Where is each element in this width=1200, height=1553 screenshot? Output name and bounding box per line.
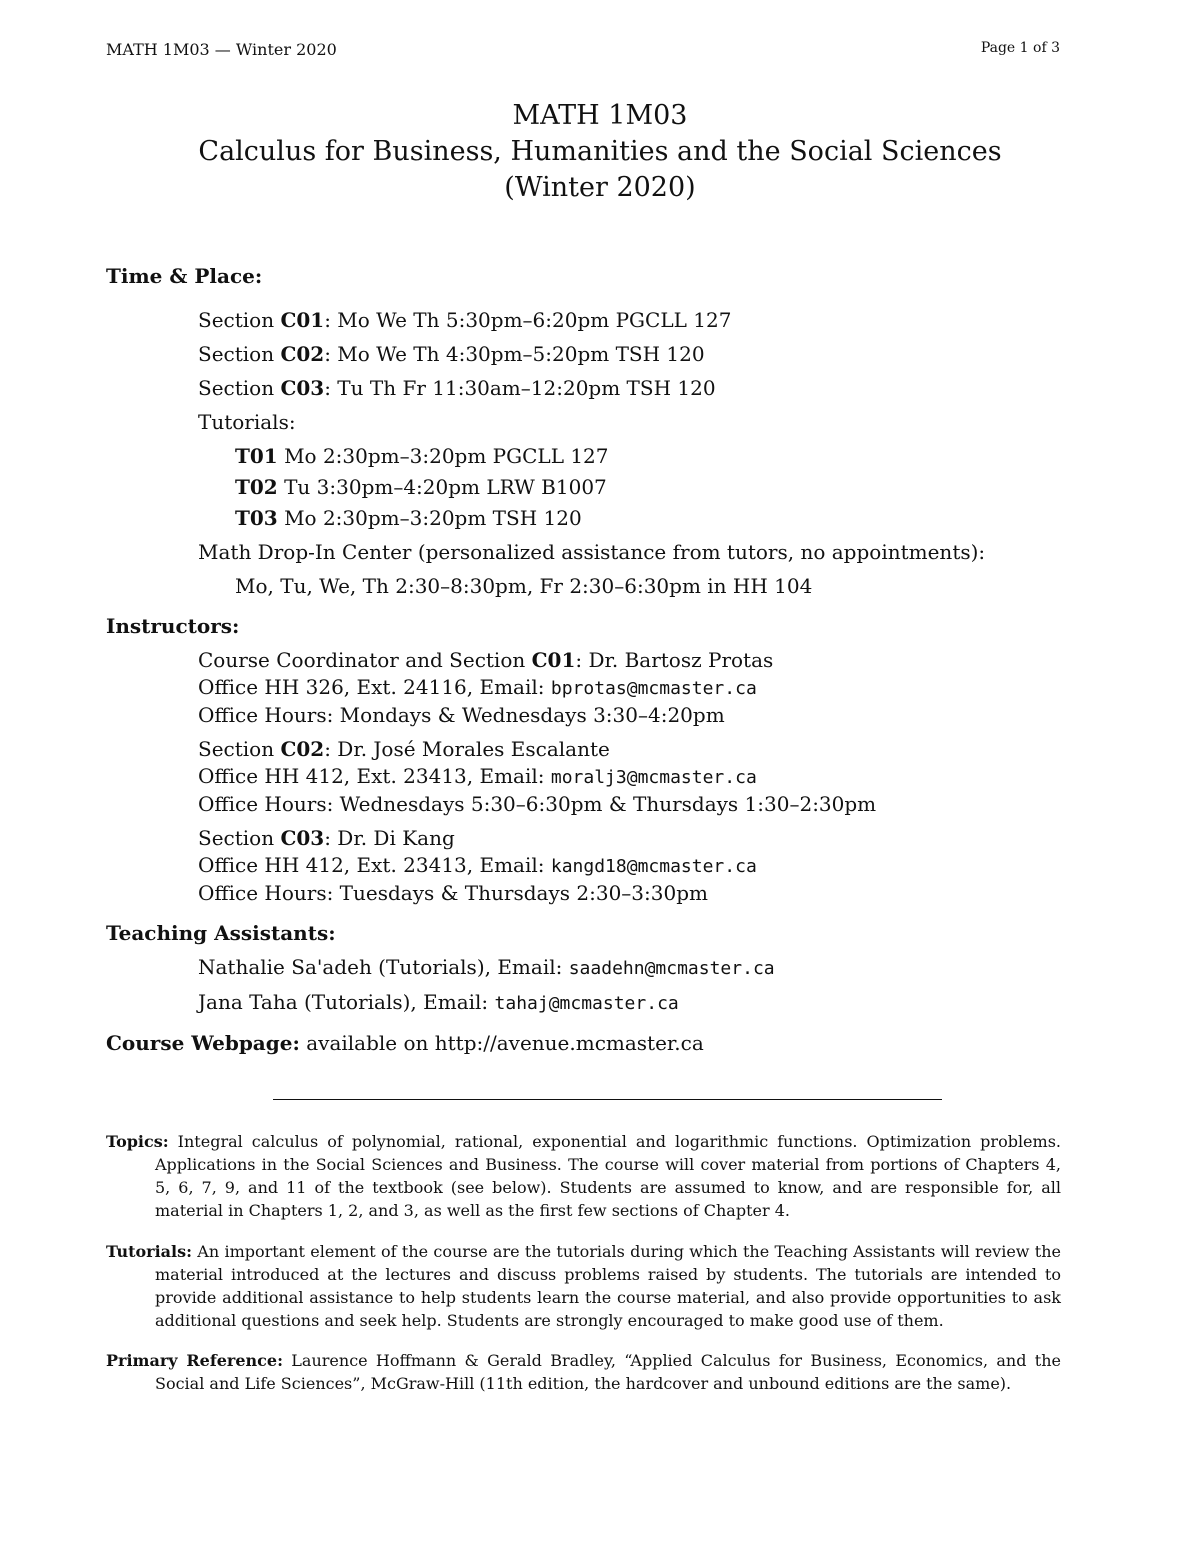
ta-email[interactable]: saadehn@mcmaster.ca	[568, 958, 775, 979]
instructor-office-hours: Office Hours: Wednesdays 5:30–6:30pm & Thursdays 1:30–2:30pm	[198, 792, 877, 816]
instructor-email[interactable]: bprotas@mcmaster.ca	[550, 678, 757, 699]
course-name: Calculus for Business, Humanities and the Social Sciences	[198, 136, 1002, 167]
divider-rule	[273, 1099, 942, 1100]
document-title	[0, 98, 1200, 206]
tutorial-t01: T01 Mo 2:30pm–3:20pm PGCLL 127	[235, 444, 609, 468]
tutorial-t03: T03 Mo 2:30pm–3:20pm TSH 120	[235, 506, 582, 530]
instructor-email[interactable]: moralj3@mcmaster.ca	[550, 767, 757, 788]
instructor-name: Section C03: Dr. Di Kang	[198, 826, 455, 850]
instructor-email[interactable]: kangd18@mcmaster.ca	[550, 856, 757, 877]
instructor-block	[198, 647, 876, 729]
topics-paragraph: Topics: Integral calculus of polynomial, rational, exponential and logarithmic functions. Optimization problems. Applications in the Social Sciences and Business. The course will cover material from portions of Chapters 4, 5, 6, 7, 9, and 11 of the textbook (see below). Students are assumed to know, and are responsible for, all material in Chapters 1, 2, and 3, as well as the first few sections of Chapter 4.	[106, 1132, 1061, 1220]
instructor-block	[198, 736, 876, 818]
ta-email[interactable]: tahaj@mcmaster.ca	[494, 993, 679, 1014]
instructor-office: Office HH 326, Ext. 24116, Email: bprotas@mcmaster.ca	[198, 675, 757, 699]
tutorials-paragraph: Tutorials: An important element of the course are the tutorials during which the Teaching Assistants will review the material introduced at the lectures and discuss problems raised by students. The tutorials are intended to provide additional assistance to help students learn the course material, and also provide opportunities to ask additional questions and seek help. Students are strongly encouraged to make good use of them.	[106, 1242, 1061, 1330]
header-course: MATH 1M03 — Winter 2020	[106, 40, 337, 59]
tutorials-label: Tutorials:	[198, 410, 296, 434]
instructor-name: Course Coordinator and Section C01: Dr. Bartosz Protas	[198, 648, 774, 672]
section-c03-schedule: Section C03: Tu Th Fr 11:30am–12:20pm TSH 120	[198, 376, 716, 400]
time-place-section	[106, 262, 985, 600]
instructors-heading: Instructors:	[106, 614, 240, 638]
instructor-office-hours: Office Hours: Tuesdays & Thursdays 2:30–3:30pm	[198, 881, 708, 905]
primary-reference-paragraph: Primary Reference: Laurence Hoffmann & Gerald Bradley, “Applied Calculus for Business, Economics, and the Social and Life Sciences”, McGraw-Hill (11th edition, the hardcover and unbound editions are the same).	[106, 1351, 1061, 1393]
tutorial-t02: T02 Tu 3:30pm–4:20pm LRW B1007	[235, 475, 607, 499]
dropin-hours: Mo, Tu, We, Th 2:30–8:30pm, Fr 2:30–6:30pm in HH 104	[235, 574, 813, 598]
instructor-office: Office HH 412, Ext. 23413, Email: moralj3@mcmaster.ca	[198, 764, 757, 788]
instructors-section	[106, 612, 876, 907]
webpage-label: Course Webpage:	[106, 1031, 300, 1055]
running-header	[106, 40, 1060, 59]
header-page-number: Page 1 of 3	[980, 40, 1060, 56]
section-c01-schedule: Section C01: Mo We Th 5:30pm–6:20pm PGCLL 127	[198, 308, 732, 332]
dropin-center: Math Drop-In Center (personalized assistance from tutors, no appointments):	[198, 540, 986, 564]
instructor-name: Section C02: Dr. José Morales Escalante	[198, 737, 610, 761]
ta-entry: Jana Taha (Tutorials), Email: tahaj@mcmaster.ca	[198, 990, 679, 1014]
ta-entry: Nathalie Sa'adeh (Tutorials), Email: saadehn@mcmaster.ca	[198, 955, 775, 979]
course-webpage	[106, 1029, 704, 1057]
section-c02-schedule: Section C02: Mo We Th 4:30pm–5:20pm TSH 120	[198, 342, 705, 366]
tas-heading: Teaching Assistants:	[106, 921, 336, 945]
instructor-office-hours: Office Hours: Mondays & Wednesdays 3:30–4:20pm	[198, 703, 725, 727]
instructor-block	[198, 825, 876, 907]
course-code: MATH 1M03	[512, 100, 688, 131]
time-place-heading: Time & Place:	[106, 264, 263, 288]
teaching-assistants-section	[106, 919, 775, 1017]
course-term: (Winter 2020)	[504, 172, 696, 203]
instructor-office: Office HH 412, Ext. 23413, Email: kangd18@mcmaster.ca	[198, 853, 757, 877]
webpage-link[interactable]: available on http://avenue.mcmaster.ca	[299, 1031, 704, 1055]
